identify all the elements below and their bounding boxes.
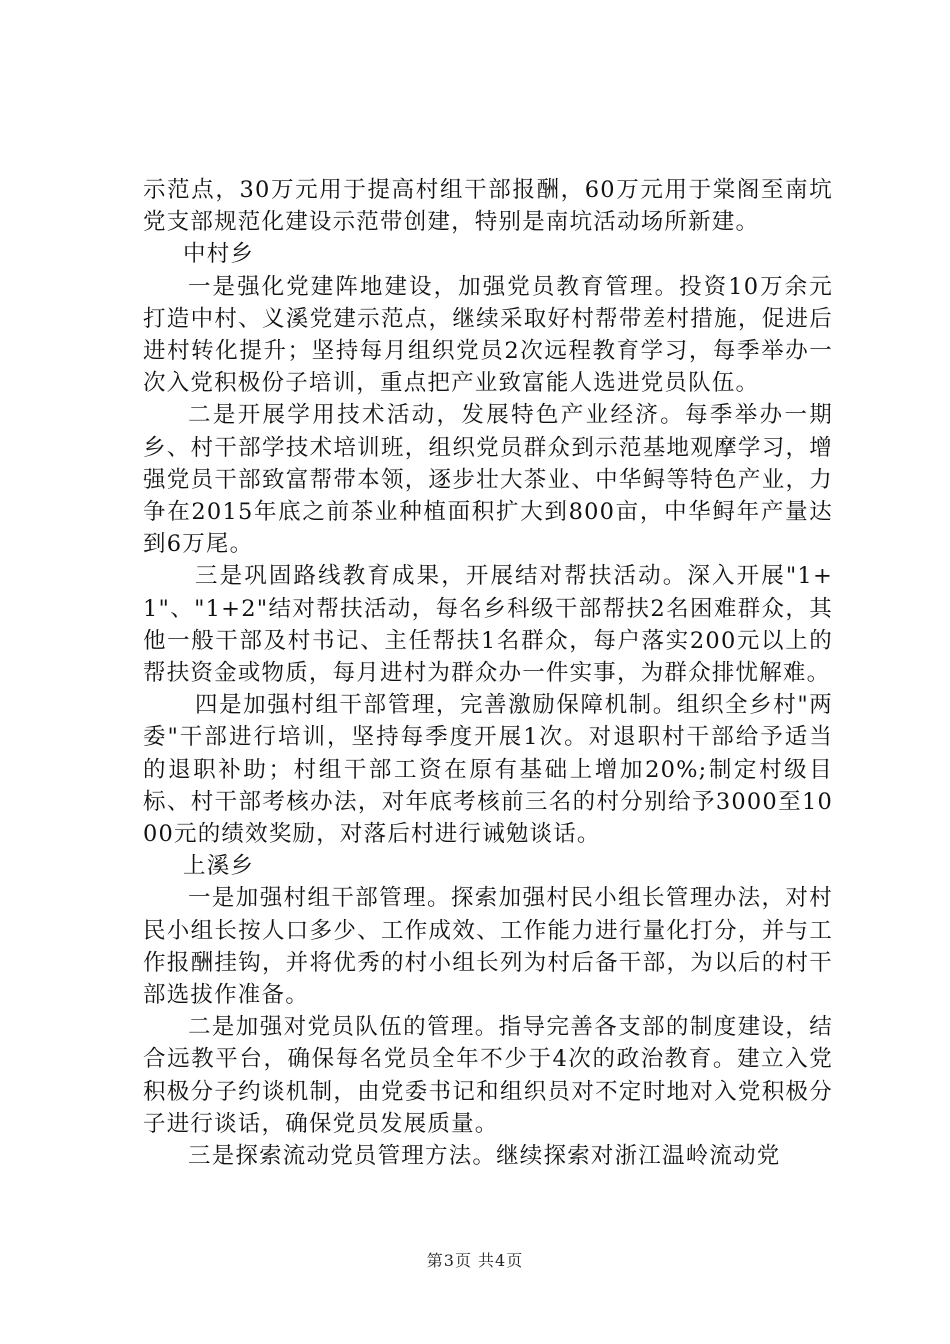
paragraph-zhongcun-4: 四是加强村组干部管理，完善激励保障机制。组织全乡村"两委"干部进行培训，坚持每季度开展1次。对退职村干部给予适当的退职补助；村组干部工资在原有基础上增加20%;制定村级目标、村干部考核办法，对年底考核前三名的村分别给予3000至1000元的绩效奖励，对落后村进行诫勉谈话。 <box>143 692 833 848</box>
paragraph-zhongcun-3: 三是巩固路线教育成果，开展结对帮扶活动。深入开展"1+1"、"1+2"结对帮扶活动，每名乡科级干部帮扶2名困难群众，其他一般干部及村书记、主任帮扶1名群众，每户落实200元以上的帮扶资金或物质，每月进村为群众办一件实事，为群众排忧解难。 <box>143 563 833 687</box>
document-body <box>143 174 833 1172</box>
paragraph-zhongcun-1: 一是强化党建阵地建设，加强党员教育管理。投资10万余元打造中村、义溪党建示范点，继续采取好村帮带差村措施，促进后进村转化提升；坚持每月组织党员2次远程教育学习，每季举办一次入党积极份子培训，重点把产业致富能人选进党员队伍。 <box>143 273 833 397</box>
section-heading-zhongcun: 中村乡 <box>183 241 255 268</box>
paragraph-intro-continuation: 示范点，30万元用于提高村组干部报酬，60万元用于棠阁至南坑党支部规范化建设示范带创建，特别是南坑活动场所新建。 <box>143 177 833 236</box>
paragraph-zhongcun-2: 二是开展学用技术活动，发展特色产业经济。每季举办一期乡、村干部学技术培训班，组织党员群众到示范基地观摩学习，增强党员干部致富帮带本领，逐步壮大茶业、中华鲟等特色产业，力争在2015年底之前茶业种植面积扩大到800亩，中华鲟年产量达到6万尾。 <box>143 402 833 558</box>
paragraph-shangxi-3: 三是探索流动党员管理方法。继续探索对浙江温岭流动党 <box>188 1143 781 1170</box>
section-heading-shangxi: 上溪乡 <box>183 853 255 880</box>
paragraph-shangxi-2: 二是加强对党员队伍的管理。指导完善各支部的制度建设，结合远教平台，确保每名党员全年不少于4次的政治教育。建立入党积极分子约谈机制，由党委书记和组织员对不定时地对入党积极分子进行谈话，确保党员发展质量。 <box>143 1014 833 1137</box>
paragraph-shangxi-1: 一是加强村组干部管理。探索加强村民小组长管理办法，对村民小组长按人口多少、工作成效、工作能力进行量化打分，并与工作报酬挂钩，并将优秀的村小组长列为村后备干部，为以后的村干部选拔作准备。 <box>143 885 833 1009</box>
page-number-footer: 第3页 共4页 <box>426 1251 524 1270</box>
